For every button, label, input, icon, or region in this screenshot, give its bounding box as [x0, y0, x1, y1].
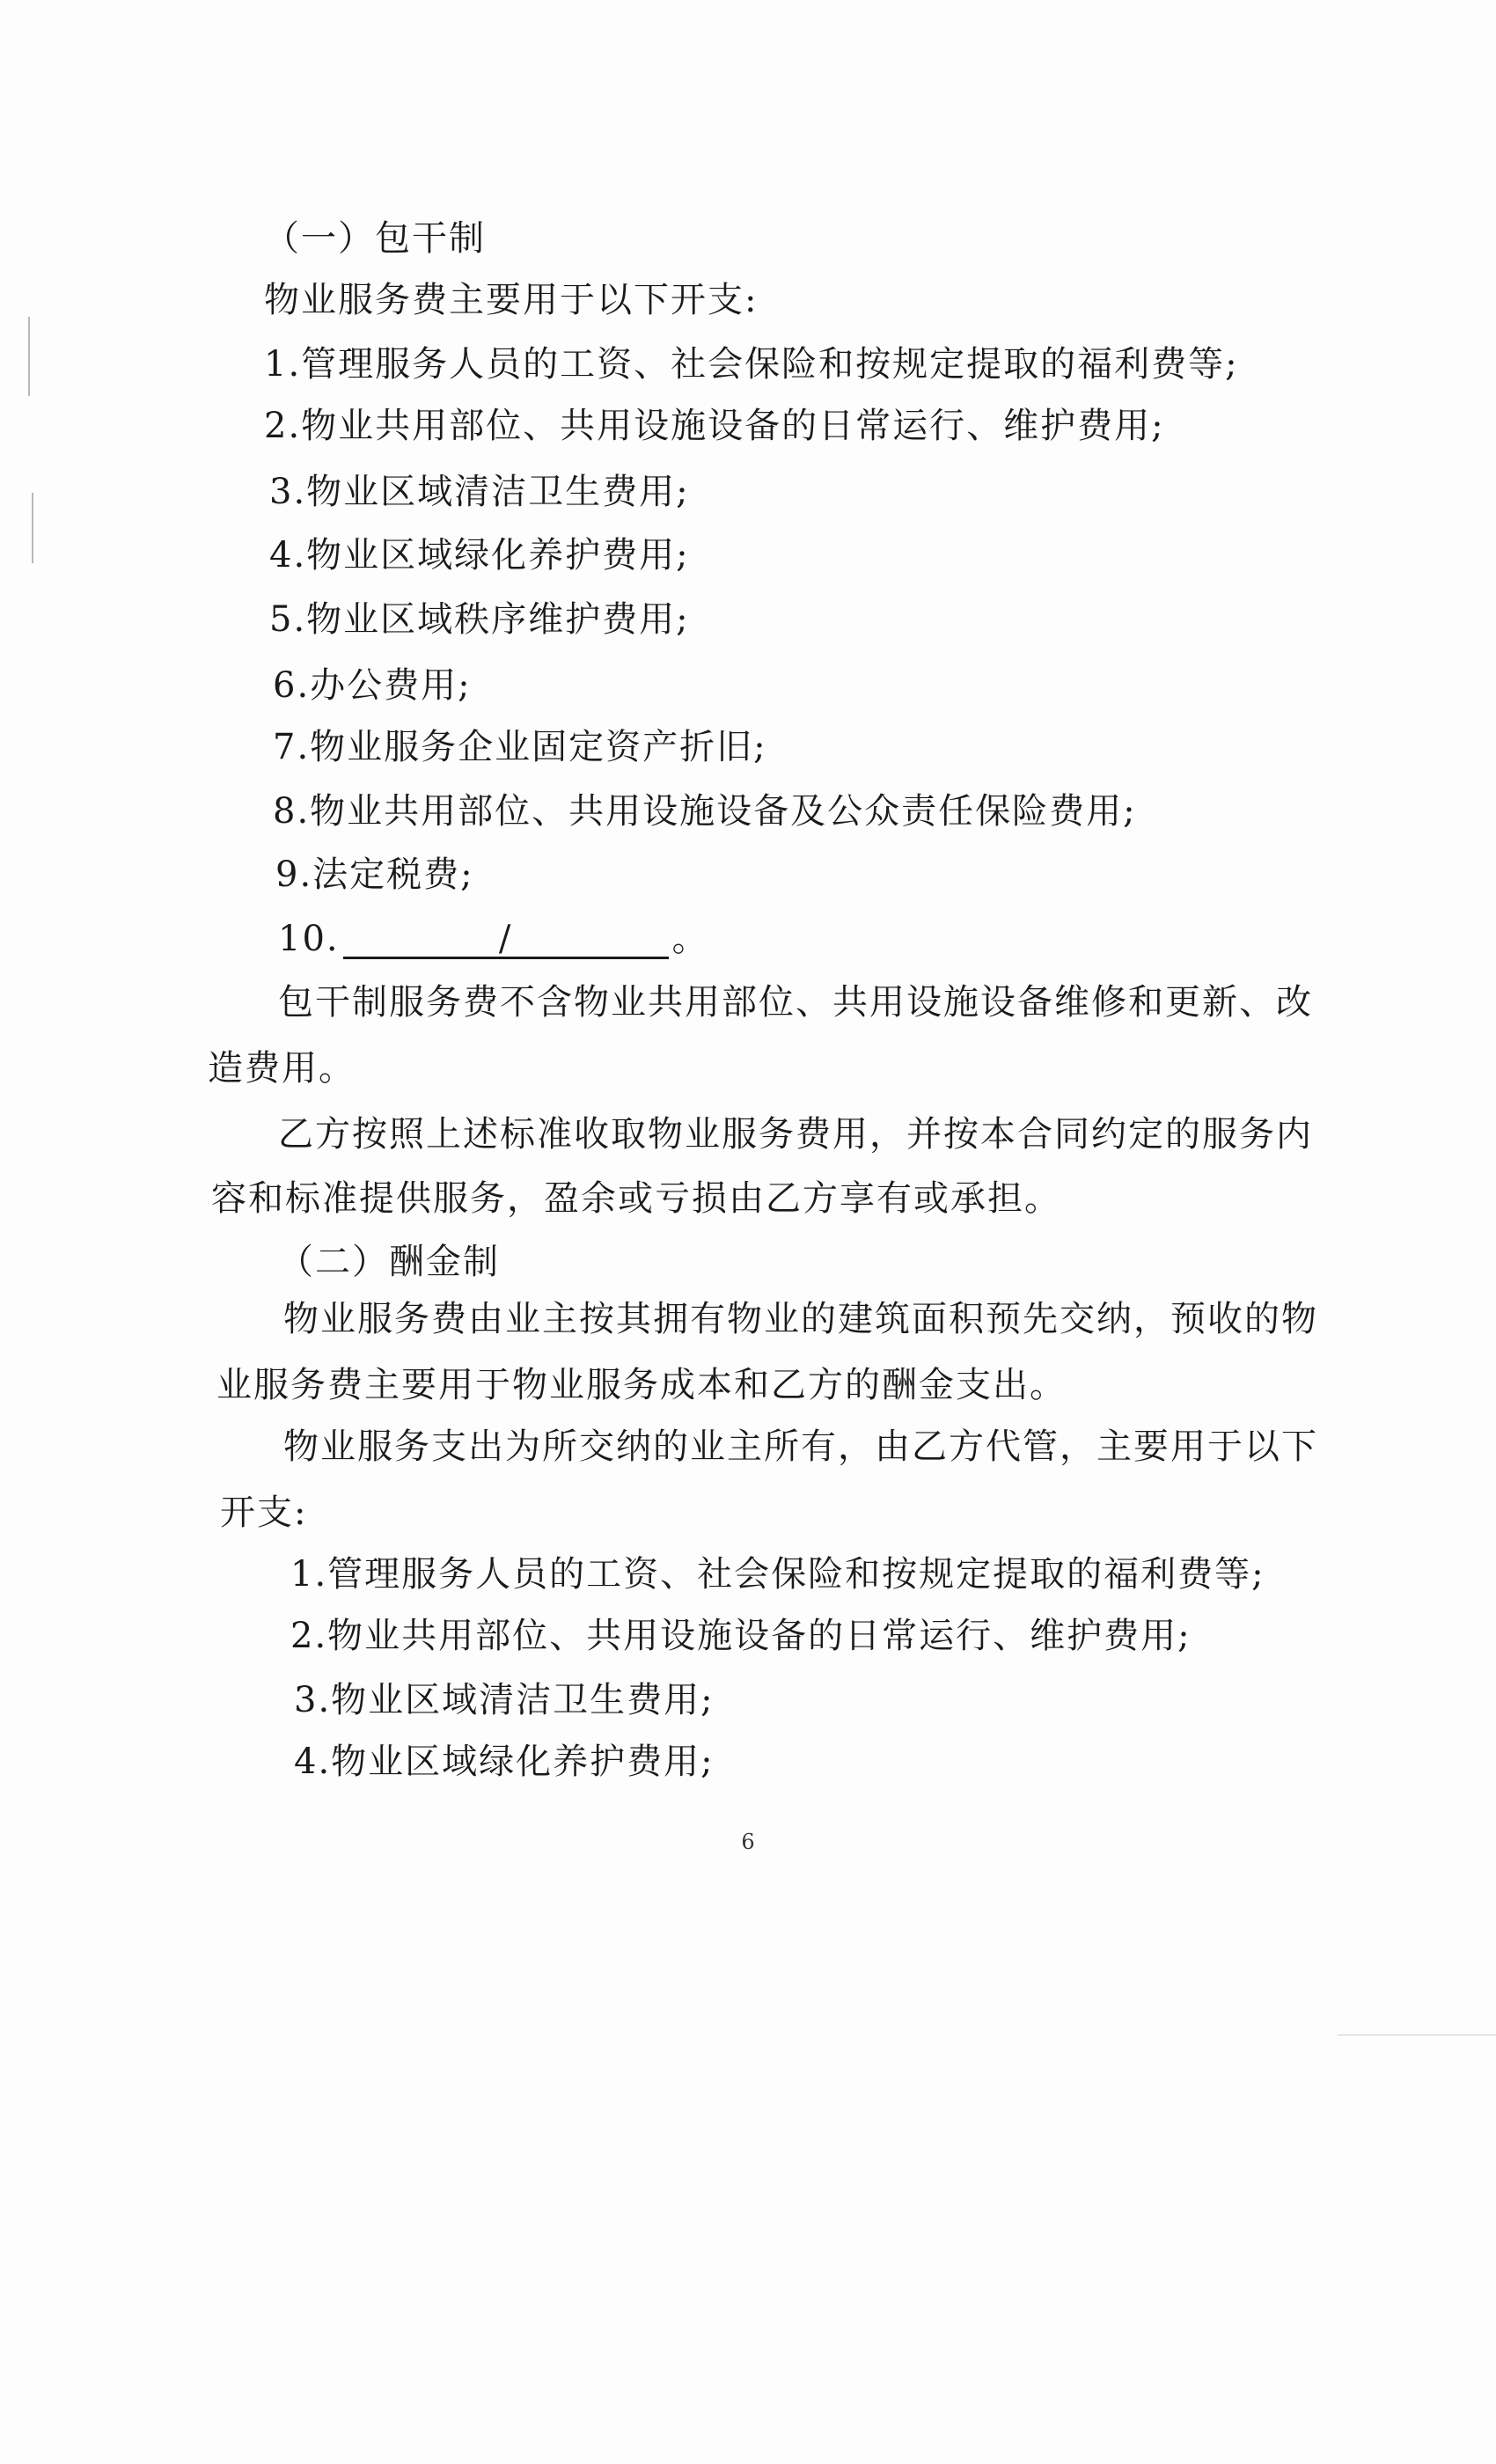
- scan-artifact-mark: [32, 493, 33, 563]
- list-item: 3.物业区域清洁卫生费用;: [294, 1680, 715, 1720]
- list-item: 1.管理服务人员的工资、社会保险和按规定提取的福利费等;: [290, 1554, 1265, 1595]
- list-item-number: 10.: [278, 919, 340, 959]
- list-item: 1.管理服务人员的工资、社会保险和按规定提取的福利费等;: [264, 344, 1239, 385]
- list-item: 8.物业共用部位、共用设施设备及公众责任保险费用;: [273, 791, 1137, 832]
- list-item: 3.物业区域清洁卫生费用;: [269, 472, 690, 512]
- list-item: 2.物业共用部位、共用设施设备的日常运行、维护费用;: [290, 1616, 1192, 1656]
- list-item: 7.物业服务企业固定资产折旧;: [273, 727, 767, 767]
- heading-commission: （二）酬金制: [278, 1242, 500, 1282]
- paragraph-line: 容和标准提供服务，盈余或亏损由乙方享有或承担。: [211, 1178, 1061, 1219]
- paragraph-line: 物业服务支出为所交纳的业主所有，由乙方代管，主要用于以下: [283, 1426, 1318, 1467]
- paragraph-line: 开支:: [220, 1492, 308, 1533]
- paragraph-line: 物业服务费主要用于以下开支:: [264, 280, 759, 320]
- list-item: 2.物业共用部位、共用设施设备的日常运行、维护费用;: [264, 406, 1165, 446]
- list-item-10: [278, 918, 709, 960]
- paragraph-line: 业服务费主要用于物业服务成本和乙方的酬金支出。: [216, 1365, 1067, 1405]
- list-item: 4.物业区域绿化养护费用;: [294, 1742, 715, 1782]
- list-item-end: 。: [671, 919, 709, 959]
- page-number: 6: [741, 1830, 755, 1854]
- list-item: 5.物业区域秩序维护费用;: [269, 599, 690, 640]
- list-item: 9.法定税费;: [275, 854, 474, 895]
- fill-in-blank: /: [343, 921, 669, 959]
- heading-lump-sum: （一）包干制: [264, 218, 486, 259]
- scan-artifact-mark: [28, 317, 30, 396]
- list-item: 6.办公费用;: [273, 665, 472, 706]
- paragraph-line: 造费用。: [208, 1048, 356, 1089]
- paragraph-line: 物业服务费由业主按其拥有物业的建筑面积预先交纳，预收的物: [283, 1299, 1318, 1339]
- paragraph-line: 乙方按照上述标准收取物业服务费用，并按本合同约定的服务内: [278, 1114, 1313, 1155]
- paragraph-line: 包干制服务费不含物业共用部位、共用设施设备维修和更新、改: [278, 982, 1313, 1023]
- list-item: 4.物业区域绿化养护费用;: [269, 535, 690, 576]
